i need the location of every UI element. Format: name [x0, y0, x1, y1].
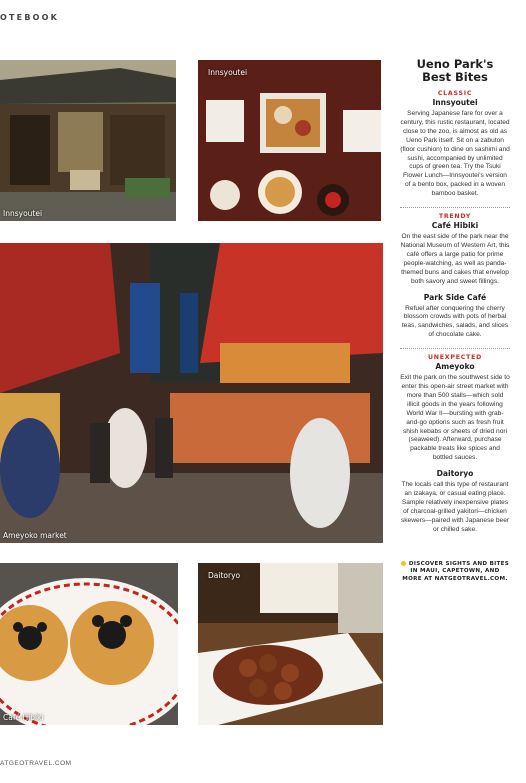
- entry-name: Park Side Café: [423, 292, 487, 302]
- category-label: TRENDY: [438, 213, 472, 221]
- divider: [400, 207, 510, 208]
- footer-site[interactable]: ATGEOTRAVEL.COM: [0, 760, 72, 767]
- sidebar-title-line: Best Bites: [422, 70, 488, 84]
- entry-park-side-cafe: [400, 293, 510, 341]
- entry-name: Daitoryo: [436, 469, 474, 479]
- ameyoko-market-photo: [0, 243, 383, 543]
- photo-caption: Innsyoutei: [208, 68, 248, 77]
- sidebar-title-line: Ueno Park's: [416, 57, 494, 71]
- entry-body: On the east side of the park near the National Museum of Western Art, this café offers a large patio for prime people-watching, as well as panda-themed buns and cakes that envelop both savory and sweet fillings.: [400, 233, 510, 285]
- section-header: OTEBOOK: [0, 13, 60, 22]
- entry-cafe-hibiki: [400, 213, 510, 286]
- entry-body: Exit the park on the southwest side to enter this open-air street market with more than 500 stalls—which sold illicit goods in the years following World War II—bursting with grab-and-go options such as fresh fruit shish kebabs or sheets of dried nori (seaweed). Afterward, purchase packable treats like spices and bottled sauces.: [400, 374, 510, 462]
- best-bites-sidebar: [400, 58, 510, 583]
- photo-caption: Ameyoko market: [3, 531, 67, 540]
- daitoryo-photo: [198, 563, 383, 725]
- entry-body: Refuel after conquering the cherry blossom crowds with pots of herbal teas, sandwiches, salads, and slices of chocolate cake.: [401, 304, 509, 339]
- photo-caption: Daitoryo: [208, 571, 241, 580]
- divider: [400, 348, 510, 349]
- natgeo-travel-link[interactable]: [400, 561, 510, 584]
- innsyoutei-bento-photo: [198, 60, 381, 221]
- entry-body: The locals call this type of restaurant an izakaya, or casual eating place. Sample relatively inexpensive plates of charcoal-grilled yakitori—chicken skewers—paired with Japanese beer or chilled sake.: [400, 481, 510, 533]
- sidebar-title: [400, 58, 510, 84]
- category-label: UNEXPECTED: [427, 354, 483, 362]
- entry-body: Serving Japanese fare for over a century, this rustic restaurant, located close to the zoo, is almost as old as Ueno Park itself. Sit on a zabuton (floor cushion) to dine on sashimi and sushi, accompanied by unlimited cups of green tea. Try the Tsuki Flower Lunch—Innsyoutei's version of a bento box, packed in a woven bamboo basket.: [400, 110, 510, 198]
- innsyoutei-exterior-photo: [0, 60, 176, 221]
- cafe-hibiki-photo: [0, 563, 178, 725]
- entry-name: Ameyoko: [435, 362, 475, 372]
- entry-name: Café Hibiki: [431, 221, 479, 231]
- category-label: CLASSIC: [437, 90, 473, 97]
- cta-text: DISCOVER SIGHTS AND BITES IN MAUI, CAPETOWN, AND MORE AT NATGEOTRAVEL.COM.: [402, 560, 510, 582]
- entry-innsyoutei: [400, 90, 510, 199]
- entry-daitoryo: [400, 469, 510, 534]
- entry-name: Innsyoutei: [432, 98, 478, 107]
- photo-caption: Café Hibiki: [3, 713, 44, 722]
- entry-ameyoko: [400, 354, 510, 463]
- bullet-icon: [401, 561, 406, 566]
- photo-caption: Innsyoutei: [3, 209, 43, 218]
